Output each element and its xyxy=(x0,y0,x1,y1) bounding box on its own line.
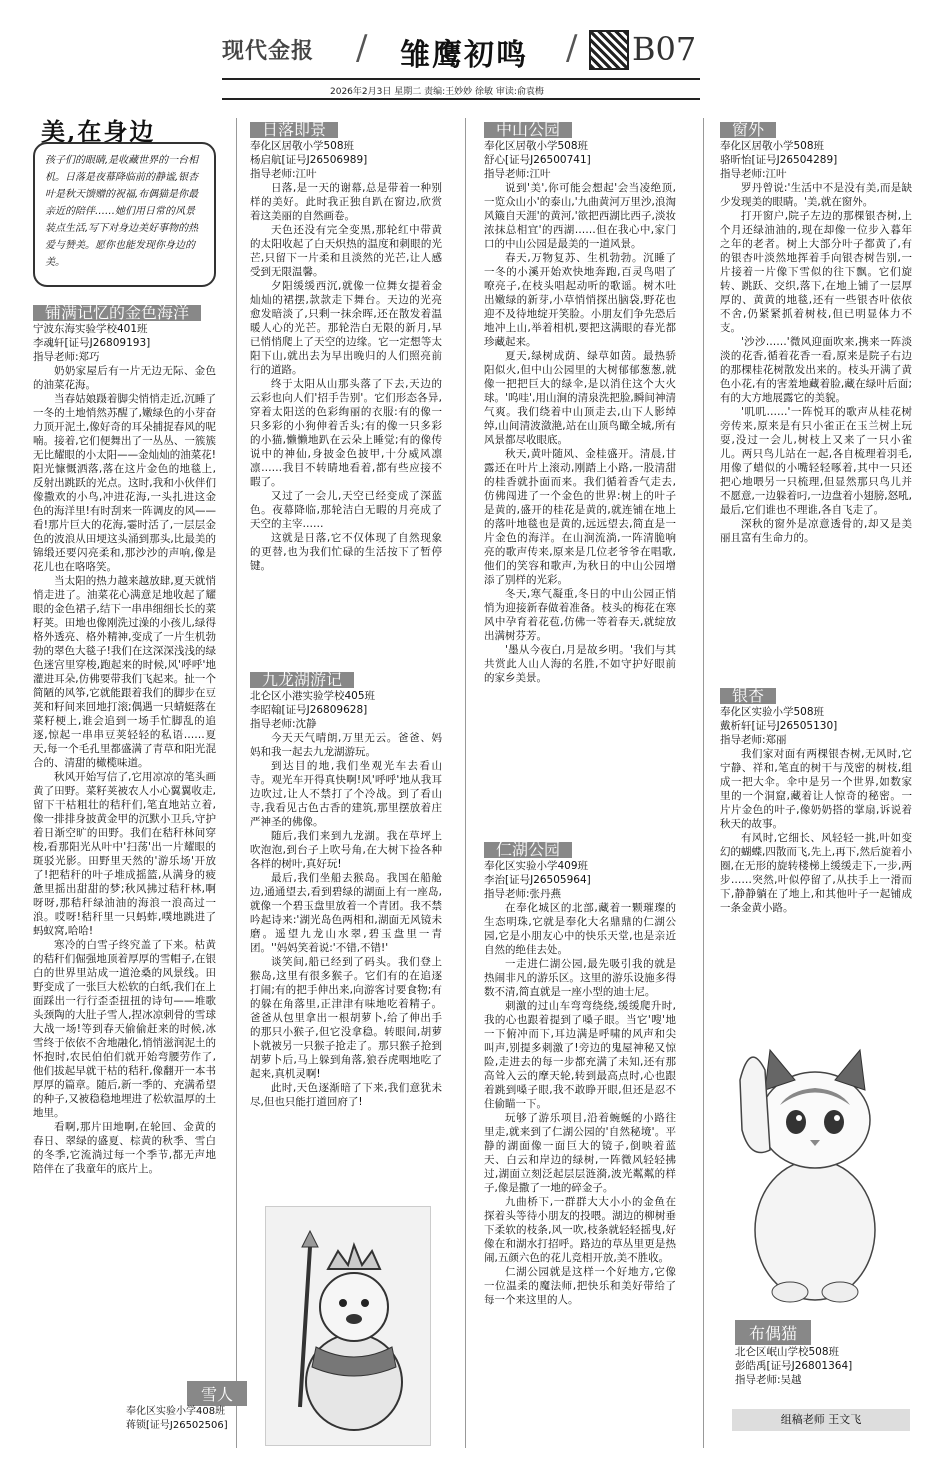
article-teacher: 指导老师:郑丽 xyxy=(720,734,787,746)
paragraph: 冬天,寒气凝重,冬日的中山公园正悄悄为迎接新春做着准备。枝头的梅花在寒风中孕育着花苞,仿佛一等着春天,就绽放出满树芬芳。 xyxy=(484,588,676,642)
qr-code-icon xyxy=(589,30,629,70)
paragraph: 天色还没有完全变黑,那轮红中带黄的太阳收起了白天炽热的温度和刺眼的光芒,只留下一片柔和且淡然的光芒,让人感受到无限温馨。 xyxy=(250,224,442,278)
paragraph: 最后,我们坐船去猴岛。我国在船舱边,通通望去,看到碧绿的湖面上有一座岛,就像一个碧玉盘里放着一个青团。我不禁吟起诗来:'湖光岛色两相和,湖面无风镜未磨。遥望九龙山水翠,碧玉盘里一青团。''妈妈笑着说:'不错,不错!' xyxy=(250,872,442,954)
article-title: 铺满记忆的金色海洋 xyxy=(33,305,201,321)
page-number: B07 xyxy=(632,30,697,68)
article-school: 奉化区实验小学508班 xyxy=(720,706,825,718)
ragdoll-cat-illustration xyxy=(730,1010,900,1310)
paragraph: 这就是日落,它不仅体现了自然现象的更替,也为我们忙碌的生活按下了暂停键。 xyxy=(250,532,442,572)
divider-slash: / xyxy=(566,28,578,68)
cat-drawing xyxy=(730,1010,900,1310)
paragraph: 此时,天色逐渐暗了下来,我们意犹未尽,但也只能打道回府了! xyxy=(250,1082,442,1108)
cat-title: 布偶猫 xyxy=(735,1320,811,1345)
header-rule xyxy=(222,78,700,80)
column-divider xyxy=(236,118,237,1448)
column-divider xyxy=(465,118,466,1448)
paragraph: 九曲桥下,一群群大大小小的金鱼在探着头等待小朋友的投喂。湖边的柳树垂下柔软的枝条,风一吹,枝条就轻轻摇曳,好像在和湖水打招呼。路边的草丛里更是热闹,五颜六色的花儿竞相开放,美不胜收。 xyxy=(484,1196,676,1264)
paragraph: 看啊,那片田地啊,在轮回、金黄的春日、翠绿的盛夏、棕黄的秋季、雪白的冬季,它流淌过每一个季节,都无声地陪伴在了我童年的底片上。 xyxy=(33,1121,216,1175)
snowman-drawing xyxy=(265,1206,431,1446)
paragraph: 玩够了游乐项目,沿着蜿蜒的小路往里走,就来到了仁湖公园的'自然秘境'。平静的湖面像一面巨大的镜子,倒映着蓝天、白云和岸边的绿树,一阵微风轻轻拂过,湖面立刻泛起层层涟漪,波光粼粼的样子,像是撒了一地的碎金子。 xyxy=(484,1112,676,1194)
article-teacher: 指导老师:沈静 xyxy=(250,718,317,730)
article-school: 北仑区小港实验学校405班 xyxy=(250,690,376,702)
paragraph: 罗丹曾说:'生活中不是没有美,而是缺少发现美的眼睛。'美,就在窗外。 xyxy=(720,182,912,208)
article-teacher: 指导老师:江叶 xyxy=(484,168,551,180)
dateline: 2026年2月3日 星期二 责编:王妙妙 徐敏 审读:俞袁梅 xyxy=(330,87,544,97)
header-rule xyxy=(222,98,700,100)
paragraph: 又过了一会儿,天空已经变成了深蓝色。夜幕降临,那轮洁白无暇的月亮成了天空的主宰…… xyxy=(250,490,442,530)
article-ginkgo xyxy=(720,688,912,915)
intro-title: 美,在身边 xyxy=(41,117,156,146)
article-author: 戴析轩[证号J26505130] xyxy=(720,720,838,732)
paragraph: 春天,万物复苏、生机勃勃。沉睡了一冬的小溪开始欢快地奔跑,百灵鸟唱了嘹亮子,在枝头唱起动听的歌谣。树木吐出嫩绿的新芽,小草悄悄探出脑袋,野花也迎不及待地绽开笑脸。小朋友们争先恐后地冲上山,举着相机,要把这满眼的春光都珍藏起来。 xyxy=(484,252,676,348)
article-title: 九龙湖游记 xyxy=(250,672,354,688)
paragraph: 谈笑间,船已经到了码头。我们登上猴岛,这里有很多猴子。它们有的在追逐打闹;有的把手伸出来,向游客讨要食物;有的躲在角落里,正津津有味地吃着精子。爸爸从包里拿出一根胡萝卜,给了伸出手的那只小猴子,但它没拿稳。转眼间,胡萝卜就被另一只猴子抢走了。那只猴子抢到胡萝卜后,马上躲到角落,狼吞虎咽地吃了起来,真机灵啊! xyxy=(250,956,442,1080)
paragraph: 有风时,它细长、风轻轻一挑,叶如变幻的蝴蝶,四散而飞,先上,再下,然后旋着小圈,在无形的旋转楼梯上缓缓走下,一步,两步……突然,叶似停留了,从扶手上一滑而下,静静躺在了地上,和其他叶子一起铺成一条金黄小路。 xyxy=(720,832,912,914)
article-teacher: 指导老师:江叶 xyxy=(250,168,317,180)
paragraph: 秋天,黄叶随风、金桂盛开。清晨,甘露还在叶片上滚动,刚踏上小路,一股清甜的桂香就扑面而来。我们循着香气走去,仿佛闯进了一个金色的世界:树上的叶子是黄的,盛开的桂花是黄的,就连铺在地上的落叶地毯也是黄的,远远望去,简直是一片金色的海洋。在山涧流淌,一阵清脆响亮的歌声传来,原来是几位老爷爷在唱歌,他们的笑容和歌声,为秋日的中山公园增添了别样的光彩。 xyxy=(484,448,676,586)
paragraph: 夏天,绿树成荫、绿草如茵。最热骄阳似火,但中山公园里的大树郁郁葱葱,就像一把把巨大的绿伞,是以消住这个大火球。'呜哇',用山涧的清泉洗把脸,瞬间神清气爽。我们绕着中山顶走去,山下人影绰绰,山间清波潋滟,站在山顶鸟瞰全城,所有风景都尽收眼底。 xyxy=(484,350,676,446)
paragraph: 今天天气晴朗,万里无云。爸爸、妈妈和我一起去九龙湖游玩。 xyxy=(250,732,442,758)
article-title: 日落即景 xyxy=(250,122,338,138)
paragraph: 当春姑娘蹑着脚尖悄悄走近,沉睡了一冬的土地悄然苏醒了,嫩绿色的小芽奋力顶开泥土,像好奇的耳朵捕捉春风的呢喃。接着,它们便舞出了一丛丛、一簇簇无比耀眼的小太阳——金灿灿的油菜花!阳光慷慨洒落,落在这片金色的地毯上,反射出跳跃的光点。这时,我和小伙伴们像撒欢的小鸟,冲进花海,一头扎进这金色的海洋里!有时刮来一阵调皮的风——看!那片巨大的花海,霎时活了,一层层金色的波浪从田埂这头涌到那头,比最美的锦缎还要闪亮柔和,那沙沙的声响,像是花儿也在咯咯笑。 xyxy=(33,393,216,573)
snowman-school: 奉化区实验小学408班 xyxy=(126,1406,226,1417)
article-sunset xyxy=(250,122,442,573)
article-school: 奉化区居敬小学508班 xyxy=(720,140,825,152)
article-renhu xyxy=(484,842,676,1307)
paragraph: 打开窗户,院子左边的那棵银杏树,上个月还绿油油的,现在却像一位步入暮年之年的老者。树上大部分叶子都黄了,有的银杏叶淡然地挥着手向银杏树告别,一片接着一片像下雪似的往下飘。它们旋转、跳跃、交织,落下,在地上铺了一层厚厚的、黄黄的地毯,还有一些银杏叶依依不舍,仍紧紧抓着树枝,但已明显体力不支。 xyxy=(720,210,912,334)
article-title: 仁湖公园 xyxy=(484,842,572,858)
article-school: 宁波东海实验学校401班 xyxy=(33,323,148,335)
intro-box xyxy=(33,112,216,290)
article-teacher: 指导老师:郑巧 xyxy=(33,351,100,363)
snowman-title: 雪人 xyxy=(187,1381,247,1406)
paragraph: 到达目的地,我们坐观光车去看山寺。观光车开得真快啊!风'呼呼'地从我耳边吹过,让人不禁打了个冷战。到了看山寺,我看见古色古香的建筑,那里摆放着庄严神圣的佛像。 xyxy=(250,760,442,828)
paragraph: 刺激的过山车弯弯绕绕,缓缓爬升时,我的心也跟着提到了嗓子眼。当它'嗖'地一下俯冲而下,耳边满是呼啸的风声和尖叫声,别提多刺激了!旁边的鬼屋神秘又惊险,走进去的每一步都充满了未知,还有那高耸入云的摩天轮,转到最高点时,心也跟着跳到嗓子眼,我不敢睁开眼,但还是忍不住偷瞄一下。 xyxy=(484,1000,676,1110)
article-school: 奉化区居敬小学508班 xyxy=(484,140,589,152)
article-author: 舒心[证号J26500741] xyxy=(484,154,591,166)
paragraph: 随后,我们来到九龙湖。我在草坪上吹泡泡,到台子上吹号角,在大树下捡各种各样的树叶,真好玩! xyxy=(250,830,442,870)
paragraph: '叽叽……'一阵悦耳的歌声从桂花树旁传来,原来是有只小雀正在玉兰树上玩耍,没过一会儿,树枝上又来了一只小雀儿。两只鸟儿站在一起,各自梳理着羽毛,用像了蜡似的小嘴轻轻啄着,其中一只还把心地喂另一只梳理,但显然那只鸟儿并不愿意,一边躲着叼,一边盘着小翅膀,怒吼,最后,它们谁也不理谁,各自飞走了。 xyxy=(720,406,912,516)
article-body xyxy=(33,364,216,1176)
paragraph: 我们家对面有两棵银杏树,无风时,它宁静、祥和,笔直的树干与茂密的树枝,组成一把大伞。伞中是另一个世界,如数家里的一个洞窟,藏着让人惊奇的秘密。一片片金色的叶子,像奶奶搭的掌扇,诉说着秋天的故事。 xyxy=(720,748,912,830)
cat-teacher: 指导老师:吴越 xyxy=(735,1374,802,1386)
article-author: 杨启航[证号J26506989] xyxy=(250,154,368,166)
snowman-author: 蒋锁[证号J26502506] xyxy=(126,1420,228,1431)
paragraph: 奶奶家屋后有一片无边无际、金色的油菜花海。 xyxy=(33,365,216,391)
paragraph: 仁湖公园就是这样一个好地方,它像一位温柔的魔法师,把快乐和美好带给了每一个来这里的人。 xyxy=(484,1266,676,1306)
article-golden-sea xyxy=(33,305,216,1176)
paragraph: '墨从今夜白,月是故乡明。'我们与其共赏此人山人海的名胜,不如守护好眼前的家乡美景。 xyxy=(484,644,676,684)
snowman-illustration xyxy=(266,1207,430,1445)
article-author: 李魂轩[证号J26809193] xyxy=(33,337,151,349)
article-zhongshan xyxy=(484,122,676,685)
intro-text: 孩子们的眼睛,是收藏世界的一台相机。日落是夜幕降临前的静谧,银杏叶是秋天馈赠的祝福,布偶猫是你最亲近的陪伴……她们用日常的风景装点生活,写下对身边美好事物的热爱与赞美。愿你也能发现你身边的美。 xyxy=(33,142,216,287)
paragraph: 终于太阳从山那头落了下去,天边的云彩也向人们'招手告别'。它们形态各异,穿着太阳送的色彩绚丽的衣服:有的像一只多彩的小狗伸着舌头;有的像一只多彩的小猫,懒懒地趴在云朵上睡觉;有的像传说中的神仙,身披金色披甲,十分威风凛凛……我目不转睛地看着,都有些应接不暇了。 xyxy=(250,378,442,488)
cat-author: 彭皓禹[证号J26801364] xyxy=(735,1360,853,1372)
article-author: 李治[证号J26505964] xyxy=(484,874,591,886)
paragraph: 说到'美',你可能会想起'会当凌绝顶,一览众山小'的泰山,'九曲黄河万里沙,浪淘风簸自天涯'的黄河,'欲把西湖比西子,淡妆浓抹总相宜'的西湖……但在我心中,家门口的中山公园是最美的一道风景。 xyxy=(484,182,676,250)
paragraph: 深秋的窗外是凉意透骨的,却又是美丽且富有生命力的。 xyxy=(720,518,912,544)
section-title: 雏鹰初鸣 xyxy=(400,38,528,73)
editor-credit: 组稿老师 王文飞 xyxy=(732,1409,910,1431)
article-author: 李昭翰[证号J26809628] xyxy=(250,704,368,716)
article-teacher: 指导老师:江叶 xyxy=(720,168,787,180)
paragraph: 寒冷的白雪子终究盖了下来。枯黄的秸秆们倔强地顶着厚厚的雪帽子,在银白的世界里站成一道沧桑的风景线。田野变成了一张巨大松软的白纸,我们在上面踩出一行行歪歪扭扭的诗句——堆歌头颈陶的大肚子雪人,捏冰凉刺骨的雪球大战一场!等到春天偷偷赶来的时候,冰雪终于依依不舍地融化,悄悄滋润泥土的怀抱时,农民伯伯们就开始弯腰劳作了,他们拔起早就干枯的秸秆,像翻开一本书厚厚的篇章。随后,新一季的、充满希望的种子,又被稳稳地埋进了松软温厚的土地里。 xyxy=(33,939,216,1119)
article-school: 奉化区实验小学409班 xyxy=(484,860,589,872)
article-title: 银杏 xyxy=(720,688,776,704)
page-header xyxy=(0,0,934,100)
article-teacher: 指导老师:张丹燕 xyxy=(484,888,562,900)
paragraph: 一走进仁湖公园,最先吸引我的就是热闹非凡的游乐区。这里的游乐设施多得数不清,简直就是一座小型的迪士尼。 xyxy=(484,958,676,998)
column-divider xyxy=(703,118,704,1448)
paragraph: 当太阳的热力越来越放肆,夏天就悄悄走进了。油菜花心满意足地收起了耀眼的金色裙子,结下一串串细细长长的菜籽荚。田地也像刚洗过澡的小孩儿,绿得格外透亮、格外精神,变成了一片生机勃勃的翠色大毯子!我们在这深深浅浅的绿色迷宫里穿梭,跑起来的时候,风'呼呼'地灌进耳朵,仿佛要带我们飞起来。扯一个简陋的风筝,它就能跟着我们的脚步在豆荚和籽间来回地打滚;偶遇一只蜻蜓落在菜籽梗上,谁会追到一场手忙脚乱的追逐,惊起一串串豆荚轻轻的私语……夏天,每一个毛孔里都盛满了青草和阳光混合的、清甜的橄榄味道。 xyxy=(33,575,216,769)
masthead: 现代金报 xyxy=(222,39,315,64)
article-title: 窗外 xyxy=(720,122,776,138)
article-title: 中山公园 xyxy=(484,122,572,138)
divider-slash: / xyxy=(356,28,368,68)
article-window xyxy=(720,122,912,545)
paragraph: '沙沙……'微风迎面吹来,携来一阵淡淡的花香,循着花香一看,原来是院子右边的那棵桂花树散发出来的。枝头开满了黄色小花,有的害羞地藏着脸,藏在绿叶后面;有的大方地展露它的美貌。 xyxy=(720,336,912,404)
cat-school: 北仑区岷山学校508班 xyxy=(735,1346,840,1358)
paragraph: 在奉化城区的北部,藏着一颗璀璨的生态明珠,它就是奉化大名鼎鼎的仁湖公园,它是小朋友心中的快乐天堂,也是亲近自然的绝佳去处。 xyxy=(484,902,676,956)
paragraph: 秋风开始写信了,它用凉凉的笔头画黄了田野。菜籽荚被农人小心翼翼收走,留下干枯粗壮的秸秆们,笔直地站立着,像一排排身披黄金甲的沉默小卫兵,守护着日渐空旷的田野。我们在秸秆林间穿梭,看那阳光从叶中'扫荡'出一片耀眼的斑驳光影。田野里天然的'游乐场'开放了!把秸秆的叶子堆成摇篮,从满身的疲惫里摇出甜甜的梦;秋风拂过秸秆林,啊呀呀,那秸秆绿油油的海浪一浪高过一浪。哎呀!秸秆里一只蚂蚱,噗地跳进了蚂蚁窝,哈哈! xyxy=(33,771,216,937)
article-school: 奉化区居敬小学508班 xyxy=(250,140,355,152)
paragraph: 夕阳缓缓西沉,就像一位舞女提着金灿灿的裙摆,款款走下舞台。天边的光亮愈发暗淡了,只剩一抹余晖,还在散发着温暖人心的光芒。那轮浩白无限的新月,早已悄悄爬上了天空的边缘。它一定想等太阳下山,就出去为早出晚归的人们照亮前行的道路。 xyxy=(250,280,442,376)
article-author: 骆昕怡[证号J26504289] xyxy=(720,154,838,166)
paragraph: 日落,是一天的谢幕,总是带着一种别样的美好。此时我正独自趴在窗边,欣赏着这美丽的自然画卷。 xyxy=(250,182,442,222)
article-jiulong xyxy=(250,672,442,1109)
